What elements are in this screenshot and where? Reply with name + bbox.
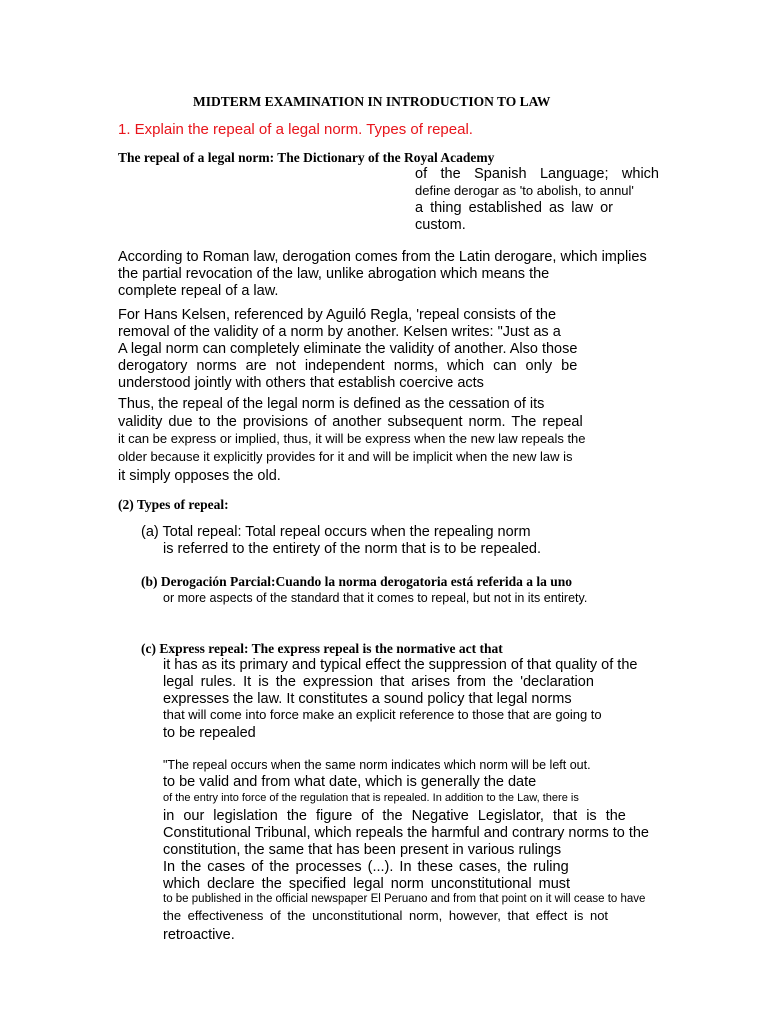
definition-line: define derogar as 'to abolish, to annul' bbox=[415, 183, 634, 198]
quote-line: "The repeal occurs when the same norm indicates which norm will be left out. bbox=[163, 758, 591, 772]
type-b-line: or more aspects of the standard that it comes to repeal, but not in its entirety. bbox=[163, 591, 588, 605]
kelsen-line: For Hans Kelsen, referenced by Aguiló Regla, 'repeal consists of the bbox=[118, 307, 557, 323]
kelsen-line: Thus, the repeal of the legal norm is defined as the cessation of its bbox=[118, 396, 545, 412]
type-c-line: that will come into force make an explicit reference to those that are going to bbox=[163, 707, 602, 722]
definition-line: of the Spanish Language; which bbox=[415, 166, 659, 182]
kelsen-line: validity due to the provisions of another subsequent norm. The repeal bbox=[118, 414, 583, 430]
quote-line: constitution, the same that has been present in various rulings bbox=[163, 842, 562, 858]
type-c-line: expresses the law. It constitutes a sound policy that legal norms bbox=[163, 691, 572, 707]
kelsen-line: removal of the validity of a norm by another. Kelsen writes: "Just as a bbox=[118, 324, 561, 340]
type-a-line: is referred to the entirety of the norm that is to be repealed. bbox=[163, 541, 542, 557]
quote-line: In the cases of the processes (...). In these cases, the ruling bbox=[163, 859, 569, 875]
kelsen-line: A legal norm can completely eliminate the validity of another. Also those bbox=[118, 341, 578, 357]
question-heading: 1. Explain the repeal of a legal norm. Types of repeal. bbox=[118, 121, 473, 138]
roman-line: the partial revocation of the law, unlike abrogation which means the bbox=[118, 266, 550, 282]
quote-line: Constitutional Tribunal, which repeals the harmful and contrary norms to the bbox=[163, 825, 649, 841]
definition-line: custom. bbox=[415, 217, 466, 233]
type-b-heading: (b) Derogación Parcial:Cuando la norma derogatoria está referida a la uno bbox=[141, 574, 572, 589]
kelsen-line: older because it explicitly provides for it and will be implicit when the new law is bbox=[118, 449, 573, 464]
quote-line: of the entry into force of the regulation that is repealed. In addition to the Law, there is bbox=[163, 792, 579, 804]
roman-line: According to Roman law, derogation comes from the Latin derogare, which implies bbox=[118, 249, 647, 265]
quote-line: retroactive. bbox=[163, 927, 235, 943]
type-c-line: it has as its primary and typical effect the suppression of that quality of the bbox=[163, 657, 638, 673]
type-c-heading: (c) Express repeal: The express repeal is the normative act that bbox=[141, 641, 503, 656]
type-c-line: to be repealed bbox=[163, 725, 256, 741]
definition-heading: The repeal of a legal norm: The Dictionary of the Royal Academy bbox=[118, 150, 495, 165]
types-heading: (2) Types of repeal: bbox=[118, 497, 229, 512]
quote-line: in our legislation the figure of the Negative Legislator, that is the bbox=[163, 808, 626, 824]
quote-line: to be valid and from what date, which is generally the date bbox=[163, 774, 537, 790]
kelsen-line: understood jointly with others that establish coercive acts bbox=[118, 375, 484, 391]
quote-line: the effectiveness of the unconstitutional norm, however, that effect is not bbox=[163, 908, 609, 923]
page-title: MIDTERM EXAMINATION IN INTRODUCTION TO LAW bbox=[193, 94, 551, 109]
quote-line: to be published in the official newspaper El Peruano and from that point on it will cease to have bbox=[163, 893, 646, 905]
type-a-line: (a) Total repeal: Total repeal occurs when the repealing norm bbox=[141, 524, 531, 540]
kelsen-line: it simply opposes the old. bbox=[118, 468, 281, 484]
definition-line: a thing established as law or bbox=[415, 200, 613, 216]
type-c-line: legal rules. It is the expression that arises from the 'declaration bbox=[163, 674, 594, 690]
kelsen-line: derogatory norms are not independent norms, which can only be bbox=[118, 358, 578, 374]
kelsen-line: it can be express or implied, thus, it will be express when the new law repeals the bbox=[118, 431, 586, 446]
quote-line: which declare the specified legal norm unconstitutional must bbox=[163, 876, 571, 892]
roman-line: complete repeal of a law. bbox=[118, 283, 279, 299]
